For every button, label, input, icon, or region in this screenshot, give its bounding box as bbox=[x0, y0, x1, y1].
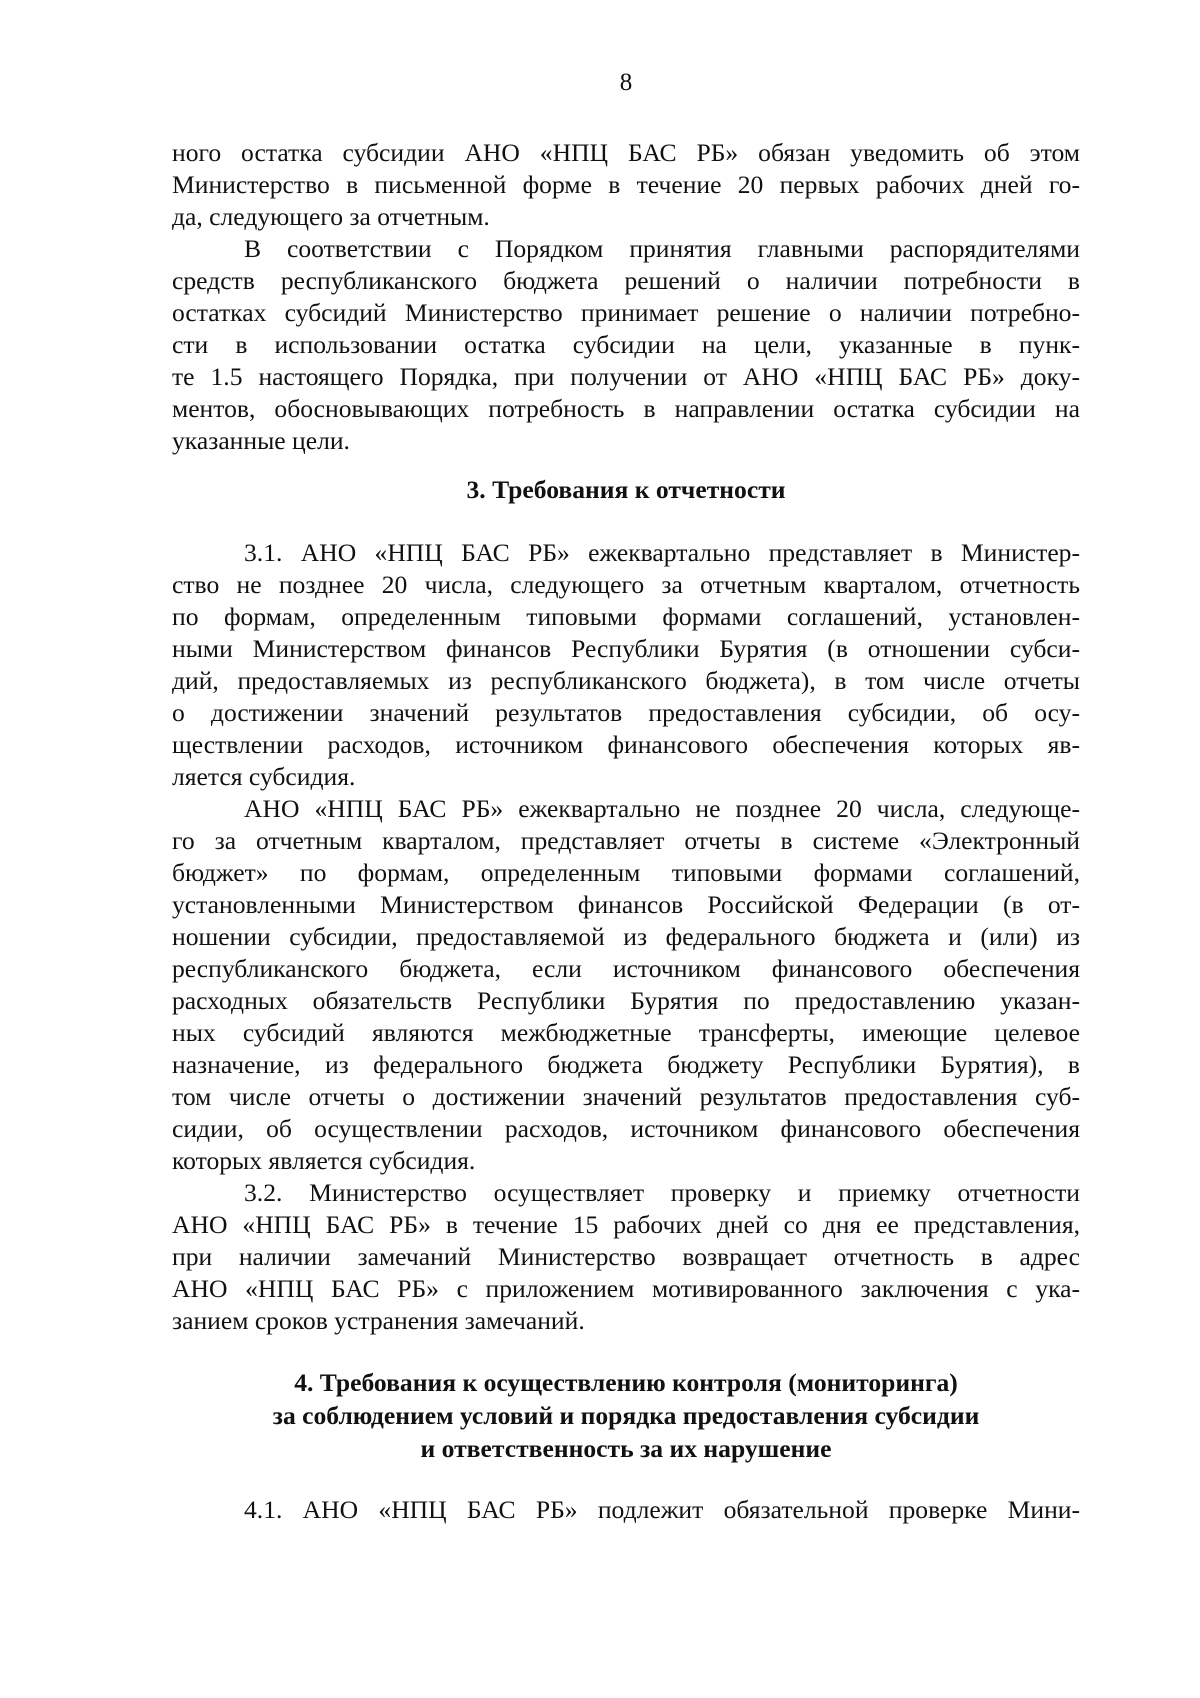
section-title-line: и ответственность за их нарушение bbox=[420, 1434, 832, 1463]
text-line: по формам, определенным типовыми формами соглашений, установлен- bbox=[172, 602, 1080, 631]
paragraph-4-1 bbox=[172, 1494, 1080, 1526]
text-line: при наличии замечаний Министерство возвращает отчетность в адрес bbox=[172, 1242, 1080, 1271]
text-line: которых является субсидия. bbox=[172, 1146, 476, 1175]
text-line: ментов, обосновывающих потребность в направлении остатка субсидии на bbox=[172, 394, 1080, 423]
paragraph-remainder-decision bbox=[172, 233, 1080, 457]
text-line: остатках субсидий Министерство принимает решение о наличии потребно- bbox=[172, 298, 1080, 327]
text-line: назначение, из федерального бюджета бюджету Республики Бурятия), в bbox=[172, 1050, 1080, 1079]
text-line: ношении субсидии, предоставляемой из федерального бюджета и (или) из bbox=[172, 922, 1080, 951]
text-line: ными Министерством финансов Республики Бурятия (в отношении субси- bbox=[172, 634, 1080, 663]
text-line: АНО «НПЦ БАС РБ» с приложением мотивированного заключения с ука- bbox=[172, 1274, 1080, 1303]
text-line: 4.1. АНО «НПЦ БАС РБ» подлежит обязательной проверке Мини- bbox=[244, 1495, 1080, 1524]
text-line: о достижении значений результатов предоставления субсидии, об осу- bbox=[172, 698, 1080, 727]
text-line: да, следующего за отчетным. bbox=[172, 202, 490, 231]
paragraph-continuation bbox=[172, 137, 1080, 233]
text-line: занием сроков устранения замечаний. bbox=[172, 1306, 585, 1335]
text-line: установленными Министерством финансов Российской Федерации (в от- bbox=[172, 890, 1080, 919]
text-line: 3.1. АНО «НПЦ БАС РБ» ежеквартально представляет в Министер- bbox=[244, 538, 1080, 567]
text-line: бюджет» по формам, определенным типовыми формами соглашений, bbox=[172, 858, 1080, 887]
text-line: республиканского бюджета, если источником финансового обеспечения bbox=[172, 954, 1080, 983]
paragraph-3-2 bbox=[172, 1177, 1080, 1337]
section-title-line: за соблюдением условий и порядка предоставления субсидии bbox=[272, 1401, 980, 1430]
text-line: ных субсидий являются межбюджетные трансферты, имеющие целевое bbox=[172, 1018, 1080, 1047]
text-line: расходных обязательств Республики Бурятия по предоставлению указан- bbox=[172, 986, 1080, 1015]
section-title-line: 4. Требования к осуществлению контроля (мониторинга) bbox=[294, 1368, 958, 1397]
section-heading-4 bbox=[172, 1366, 1080, 1465]
section-heading-3 bbox=[172, 473, 1080, 506]
paragraph-3-1-electronic-budget bbox=[172, 793, 1080, 1177]
text-line: средств республиканского бюджета решений о наличии потребности в bbox=[172, 266, 1080, 295]
text-line: том числе отчеты о достижении значений результатов предоставления суб- bbox=[172, 1082, 1080, 1111]
text-line: АНО «НПЦ БАС РБ» ежеквартально не позднее 20 числа, следующе- bbox=[244, 794, 1080, 823]
paragraph-3-1 bbox=[172, 537, 1080, 793]
text-line: ство не позднее 20 числа, следующего за отчетным кварталом, отчетность bbox=[172, 570, 1080, 599]
text-line: Министерство в письменной форме в течение 20 первых рабочих дней го- bbox=[172, 170, 1080, 199]
text-line: В соответствии с Порядком принятия главными распорядителями bbox=[244, 234, 1080, 263]
text-line: ного остатка субсидии АНО «НПЦ БАС РБ» обязан уведомить об этом bbox=[172, 138, 1080, 167]
text-line: 3.2. Министерство осуществляет проверку и приемку отчетности bbox=[244, 1178, 1080, 1207]
section-title: 3. Требования к отчетности bbox=[466, 475, 786, 504]
text-line: го за отчетным кварталом, представляет отчеты в системе «Электронный bbox=[172, 826, 1080, 855]
page-number: 8 bbox=[619, 69, 633, 96]
text-line: сидии, об осуществлении расходов, источником финансового обеспечения bbox=[172, 1114, 1080, 1143]
text-line: АНО «НПЦ БАС РБ» в течение 15 рабочих дней со дня ее представления, bbox=[172, 1210, 1080, 1239]
text-line: ляется субсидия. bbox=[172, 762, 356, 791]
text-line: ществлении расходов, источником финансового обеспечения которых яв- bbox=[172, 730, 1080, 759]
text-line: те 1.5 настоящего Порядка, при получении от АНО «НПЦ БАС РБ» доку- bbox=[172, 362, 1080, 391]
text-line: дий, предоставляемых из республиканского бюджета), в том числе отчеты bbox=[172, 666, 1080, 695]
text-line: указанные цели. bbox=[172, 426, 350, 455]
text-line: сти в использовании остатка субсидии на цели, указанные в пунк- bbox=[172, 330, 1080, 359]
